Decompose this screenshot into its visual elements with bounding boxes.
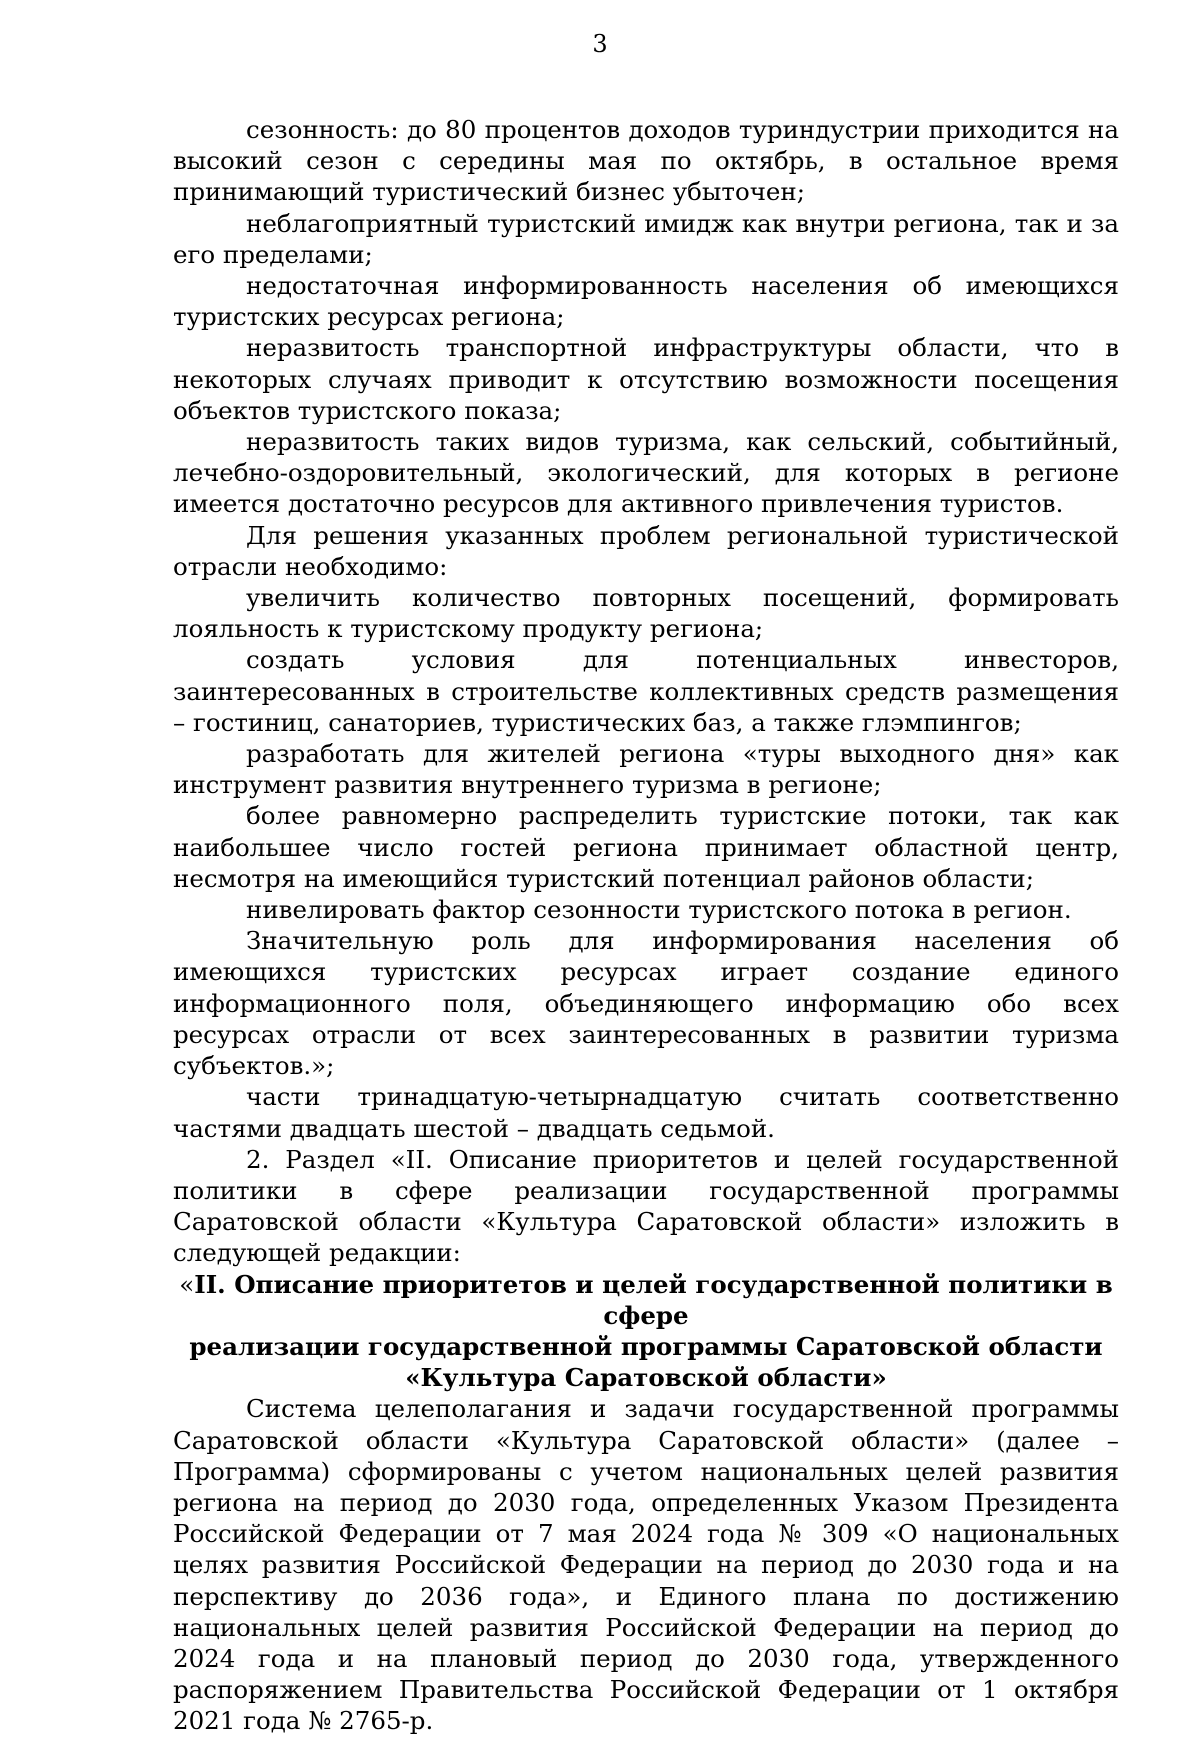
page-number: 3	[592, 30, 608, 58]
paragraph: части тринадцатую-четырнадцатую считать соответственно частями двадцать шестой – двадцать седьмой.	[173, 1082, 1119, 1143]
paragraph: Система целеполагания и задачи государственной программы Саратовской области «Культура Саратовской области» (далее – Программа) сформированы с учетом национальных целей развития региона на период до 2030 года, определенных Указом Президента Российской Федерации от 7 мая 2024 года № 309 «О национальных целях развития Российской Федерации на период до 2030 года и на перспективу до 2036 года», и Единого плана по достижению национальных целей развития Российской Федерации на период до 2024 года и на плановый период до 2030 года, утвержденного распоряжением Правительства Российской Федерации от 1 октября 2021 года № 2765-р.	[173, 1394, 1119, 1736]
paragraph: сезонность: до 80 процентов доходов туриндустрии приходится на высокий сезон с середины мая по октябрь, в остальное время принимающий туристический бизнес убыточен;	[173, 115, 1119, 207]
paragraph: 2. Раздел «II. Описание приоритетов и целей государственной политики в сфере реализации государственной программы Саратовской области «Культура Саратовской области» изложить в следующей редакции:	[173, 1144, 1119, 1268]
document-body	[173, 114, 1119, 1737]
paragraph: неразвитость транспортной инфраструктуры области, что в некоторых случаях приводит к отсутствию возможности посещения объектов туристского показа;	[173, 333, 1119, 425]
paragraph: Значительную роль для информирования населения об имеющихся туристских ресурсах играет создание единого информационного поля, объединяющего информацию обо всех ресурсах отрасли от всех заинтересованных в развитии туризма субъектов.»;	[173, 926, 1119, 1081]
heading-open-quote: «	[179, 1269, 195, 1299]
paragraph: более равномерно распределить туристские потоки, так как наибольшее число гостей региона принимает областной центр, несмотря на имеющийся туристский потенциал районов области;	[173, 801, 1119, 893]
section-heading-line: «Культура Саратовской области»	[405, 1363, 887, 1393]
heading-text: II. Описание приоритетов и целей государственной политики в сфере	[194, 1269, 1113, 1330]
paragraph: разработать для жителей региона «туры выходного дня» как инструмент развития внутреннего туризма в регионе;	[173, 739, 1119, 800]
paragraph: неразвитость таких видов туризма, как сельский, событийный, лечебно-оздоровительный, экологический, для которых в регионе имеется достаточно ресурсов для активного привлечения туристов.	[173, 427, 1119, 519]
paragraph: создать условия для потенциальных инвесторов, заинтересованных в строительстве коллективных средств размещения – гостиниц, санаториев, туристических баз, а также глэмпингов;	[173, 645, 1119, 737]
section-heading-line	[173, 1269, 1119, 1331]
paragraph: Для решения указанных проблем региональной туристической отрасли необходимо:	[173, 520, 1119, 581]
paragraph: неблагоприятный туристский имидж как внутри региона, так и за его пределами;	[173, 208, 1119, 269]
paragraph: недостаточная информированность населения об имеющихся туристских ресурсах региона;	[173, 271, 1119, 332]
section-heading	[173, 1269, 1119, 1394]
paragraph: увеличить количество повторных посещений, формировать лояльность к туристскому продукту региона;	[173, 583, 1119, 644]
paragraph: нивелировать фактор сезонности туристского потока в регион.	[246, 895, 1072, 925]
section-heading-line: реализации государственной программы Саратовской области	[189, 1331, 1103, 1361]
